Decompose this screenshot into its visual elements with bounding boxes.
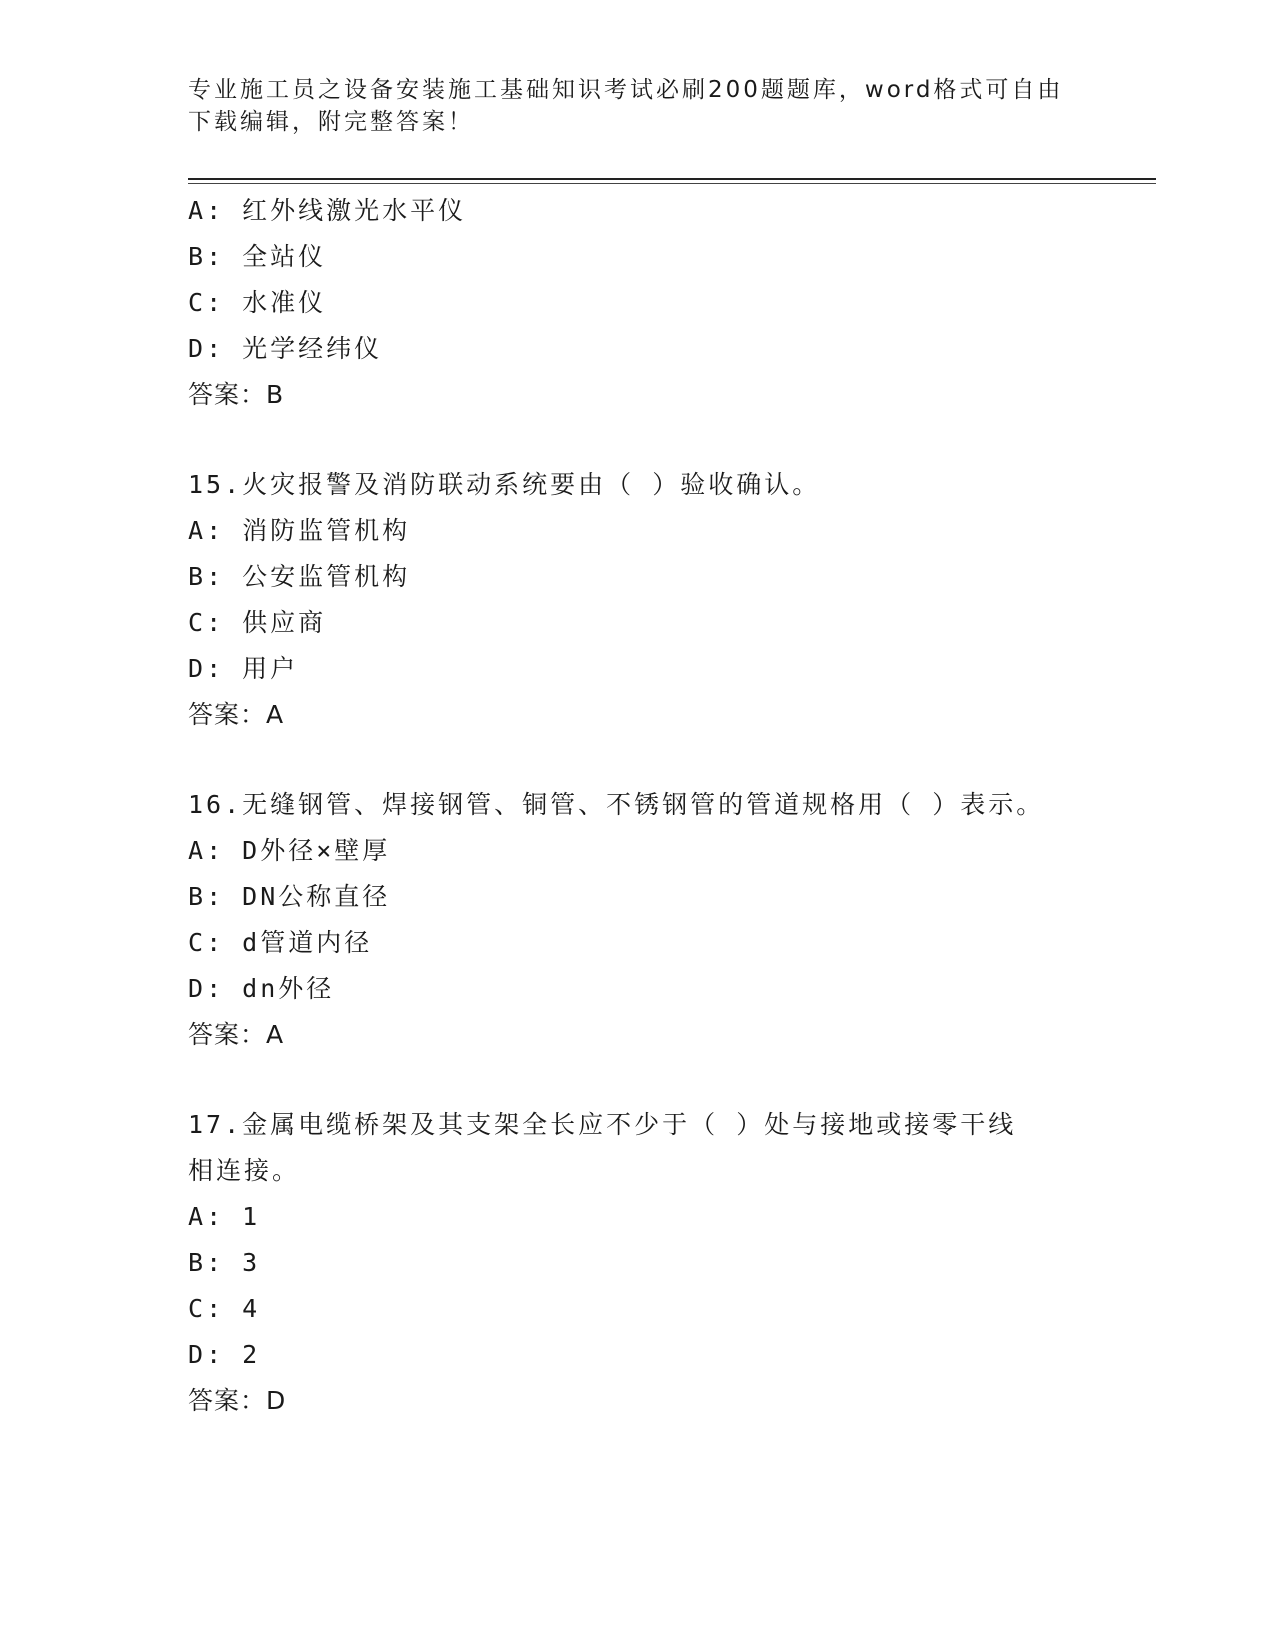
option-a: A: D外径×壁厚 bbox=[188, 836, 391, 865]
option-key: B bbox=[188, 562, 207, 591]
answer-value: D bbox=[266, 1386, 287, 1415]
question-stem: 15.火灾报警及消防联动系统要由（ ）验收确认。 bbox=[188, 470, 821, 499]
answer-line bbox=[188, 1012, 1088, 1058]
document-title: 专业施工员之设备安装施工基础知识考试必刷200题题库，word格式可自由下载编辑，附完整答案！ bbox=[188, 77, 1064, 135]
option-c: C: d管道内径 bbox=[188, 928, 373, 957]
answer-line bbox=[188, 372, 1088, 418]
option-text: d管道内径 bbox=[242, 928, 373, 957]
answer-label: 答案： bbox=[188, 1386, 267, 1415]
option-key: A bbox=[188, 836, 207, 865]
spacer bbox=[188, 738, 1088, 782]
option-b: B: 全站仪 bbox=[188, 242, 327, 271]
option-key: C bbox=[188, 288, 207, 317]
option-key: C bbox=[188, 928, 207, 957]
option-text: D外径×壁厚 bbox=[242, 836, 391, 865]
option-key: D bbox=[188, 654, 207, 683]
header-rule-thick bbox=[188, 178, 1156, 180]
option-key: D bbox=[188, 1340, 207, 1369]
option-d: D: dn外径 bbox=[188, 974, 335, 1003]
document-header bbox=[188, 74, 1088, 138]
spacer bbox=[188, 418, 1088, 462]
question-list bbox=[188, 188, 1088, 1424]
option-key: A bbox=[188, 1202, 207, 1231]
option-text: 消防监管机构 bbox=[242, 516, 411, 545]
option-text: 红外线激光水平仪 bbox=[242, 196, 467, 225]
option-key: B bbox=[188, 882, 207, 911]
option-d: D: 光学经纬仪 bbox=[188, 334, 383, 363]
option-d: D: 2 bbox=[188, 1340, 261, 1369]
option-key: C bbox=[188, 608, 207, 637]
option-a: A: 1 bbox=[188, 1202, 261, 1231]
option-text: 2 bbox=[242, 1340, 261, 1369]
answer-value: A bbox=[266, 1020, 285, 1049]
question-16 bbox=[188, 782, 1088, 1058]
answer-line bbox=[188, 1378, 1088, 1424]
option-b: B: 公安监管机构 bbox=[188, 562, 411, 591]
option-key: D bbox=[188, 334, 207, 363]
option-text: 3 bbox=[242, 1248, 261, 1277]
header-rule-thin bbox=[188, 183, 1156, 184]
option-a: A: 红外线激光水平仪 bbox=[188, 196, 467, 225]
option-key: B bbox=[188, 1248, 207, 1277]
option-a: A: 消防监管机构 bbox=[188, 516, 411, 545]
answer-label: 答案： bbox=[188, 700, 267, 729]
question-15 bbox=[188, 462, 1088, 738]
option-text: dn外径 bbox=[242, 974, 335, 1003]
option-key: A bbox=[188, 196, 207, 225]
answer-value: A bbox=[266, 700, 285, 729]
option-d: D: 用户 bbox=[188, 654, 299, 683]
option-text: 水准仪 bbox=[242, 288, 327, 317]
option-c: C: 水准仪 bbox=[188, 288, 327, 317]
answer-line bbox=[188, 692, 1088, 738]
question-17 bbox=[188, 1102, 1088, 1424]
option-key: C bbox=[188, 1294, 207, 1323]
option-text: 4 bbox=[242, 1294, 261, 1323]
option-c: C: 4 bbox=[188, 1294, 261, 1323]
option-text: 光学经纬仪 bbox=[242, 334, 383, 363]
option-text: 用户 bbox=[242, 654, 299, 683]
option-key: B bbox=[188, 242, 207, 271]
option-text: DN公称直径 bbox=[242, 882, 391, 911]
option-c: C: 供应商 bbox=[188, 608, 327, 637]
option-text: 1 bbox=[242, 1202, 261, 1231]
answer-label: 答案： bbox=[188, 1020, 267, 1049]
question-14 bbox=[188, 188, 1088, 418]
option-key: A bbox=[188, 516, 207, 545]
answer-label: 答案： bbox=[188, 380, 267, 409]
answer-value: B bbox=[266, 380, 285, 409]
option-text: 全站仪 bbox=[242, 242, 327, 271]
option-text: 公安监管机构 bbox=[242, 562, 411, 591]
spacer bbox=[188, 1058, 1088, 1102]
question-stem: 17.金属电缆桥架及其支架全长应不少于（ ）处与接地或接零干线相连接。 bbox=[188, 1110, 1017, 1185]
option-text: 供应商 bbox=[242, 608, 327, 637]
option-key: D bbox=[188, 974, 207, 1003]
option-b: B: DN公称直径 bbox=[188, 882, 391, 911]
question-stem: 16.无缝钢管、焊接钢管、铜管、不锈钢管的管道规格用（ ）表示。 bbox=[188, 790, 1045, 819]
option-b: B: 3 bbox=[188, 1248, 261, 1277]
